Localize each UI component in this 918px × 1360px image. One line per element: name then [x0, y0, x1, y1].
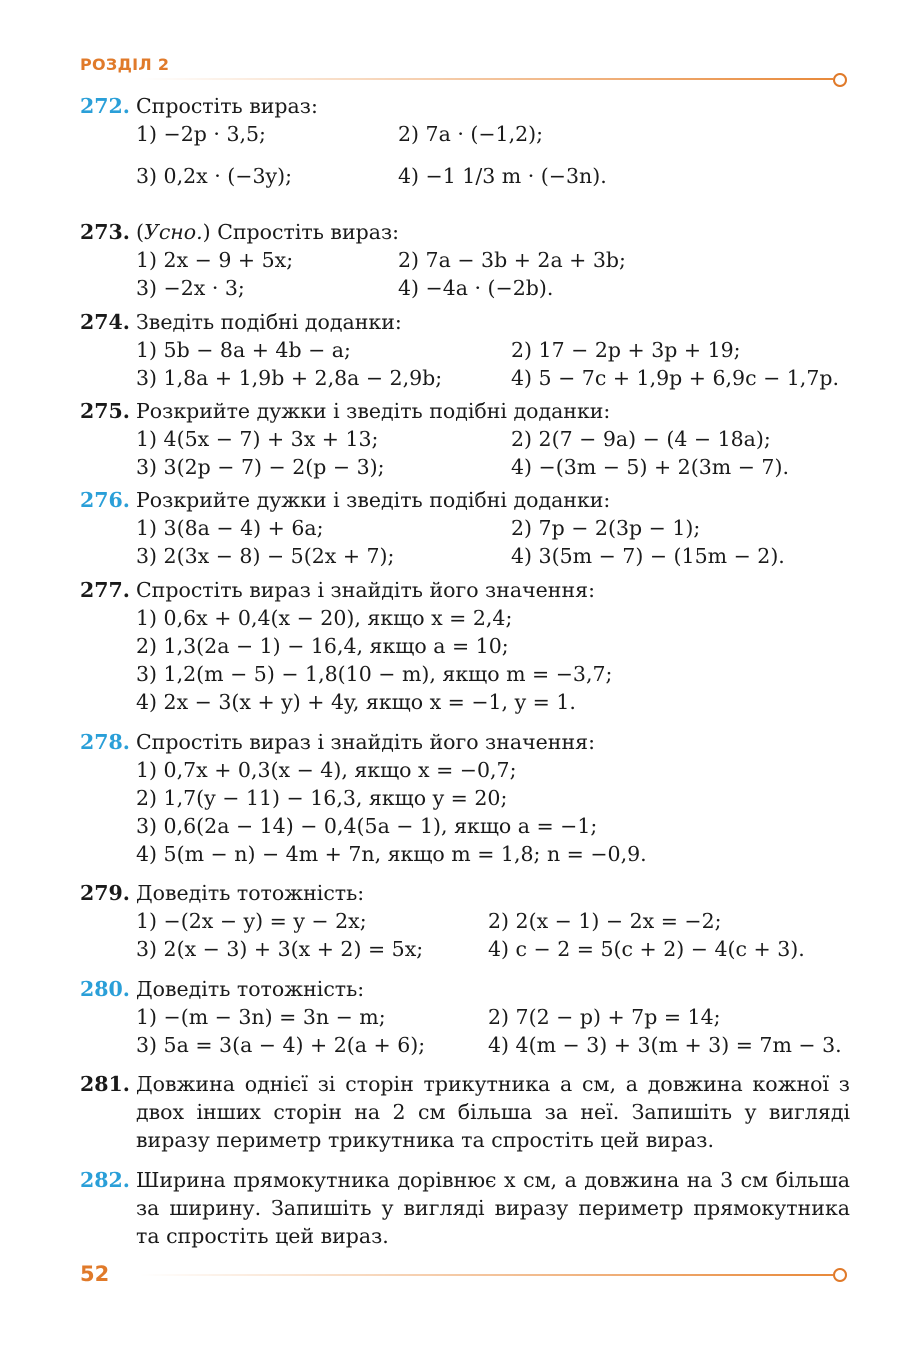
item: 3) 5a = 3(a − 4) + 2(a + 6);	[136, 1033, 426, 1057]
problem-279	[80, 879, 850, 963]
problem-stem: Спростіть вираз:	[136, 94, 318, 118]
problem-stem: Доведіть тотожність:	[136, 881, 365, 905]
item: 3) 3(2p − 7) − 2(p − 3);	[136, 455, 385, 479]
footer-rule	[140, 1274, 833, 1276]
problem-stem: Доведіть тотожність:	[136, 977, 365, 1001]
problem-stem: Спростіть вираз і знайдіть його значення:	[136, 578, 595, 602]
problem-number: 280.	[80, 977, 130, 1001]
item: 4) −4a · (−2b).	[398, 276, 554, 300]
item: 4) 4(m − 3) + 3(m + 3) = 7m − 3.	[488, 1033, 842, 1057]
item: 2) 7p − 2(3p − 1);	[511, 516, 701, 540]
item: 2) 2(7 − 9a) − (4 − 18a);	[511, 427, 771, 451]
problem-number: 272.	[80, 94, 130, 118]
problem-number: 281.	[80, 1072, 130, 1096]
item: 1) −(m − 3n) = 3n − m;	[136, 1005, 386, 1029]
item: 3) −2x · 3;	[136, 276, 245, 300]
problem-281	[80, 1070, 850, 1154]
problem-272	[80, 92, 850, 210]
item: 4) −1 1/3 m · (−3n).	[398, 164, 607, 188]
item: 2) 7a · (−1,2);	[398, 122, 544, 146]
item: 2) 17 − 2p + 3p + 19;	[511, 338, 741, 362]
item: 2) 1,7(y − 11) − 16,3, якщо y = 20;	[136, 786, 508, 810]
item: 1) 0,7x + 0,3(x − 4), якщо x = −0,7;	[136, 758, 517, 782]
problem-stem: Зведіть подібні доданки:	[136, 310, 402, 334]
item: 3) 0,2x · (−3y);	[136, 164, 292, 188]
problem-280	[80, 975, 850, 1059]
item: 1) 3(8a − 4) + 6a;	[136, 516, 324, 540]
item: 1) 0,6x + 0,4(x − 20), якщо x = 2,4;	[136, 606, 513, 630]
item: 3) 1,2(m − 5) − 1,8(10 − m), якщо m = −3,7;	[136, 662, 613, 686]
item: 2) 7(2 − p) + 7p = 14;	[488, 1005, 721, 1029]
problem-stem: Розкрийте дужки і зведіть подібні доданки:	[136, 399, 611, 423]
header-rule	[140, 78, 833, 80]
problem-number: 278.	[80, 730, 130, 754]
item: 1) −2p · 3,5;	[136, 122, 266, 146]
item: 1) 5b − 8a + 4b − a;	[136, 338, 351, 362]
problem-text: Довжина однієї зі сторін трикутника a см, а довжина кожної з двох інших сторін на 2 см більша за неї. Запишіть у вигляді виразу периметр трикутника та спростіть цей вираз.	[136, 1072, 850, 1152]
item: 3) 2(x − 3) + 3(x + 2) = 5x;	[136, 937, 424, 961]
problem-stem: Розкрийте дужки і зведіть подібні доданки:	[136, 488, 611, 512]
item: 2) 1,3(2a − 1) − 16,4, якщо a = 10;	[136, 634, 509, 658]
item: 4) 5(m − n) − 4m + 7n, якщо m = 1,8; n = −0,9.	[136, 842, 647, 866]
header-rule-end-circle	[833, 73, 847, 87]
problem-276	[80, 486, 850, 570]
problem-stem: Спростіть вираз і знайдіть його значення:	[136, 730, 595, 754]
item: 1) 4(5x − 7) + 3x + 13;	[136, 427, 379, 451]
footer-rule-end-circle	[833, 1268, 847, 1282]
oral-label: Усно.	[144, 220, 203, 244]
problem-number: 273.	[80, 220, 130, 244]
item: 3) 0,6(2a − 14) − 0,4(5a − 1), якщо a = −1;	[136, 814, 598, 838]
problem-274	[80, 308, 850, 392]
problem-number: 274.	[80, 310, 130, 334]
problem-282	[80, 1166, 850, 1250]
page-number: 52	[80, 1262, 110, 1286]
item: 2) 7a − 3b + 2a + 3b;	[398, 248, 626, 272]
item: 3) 1,8a + 1,9b + 2,8a − 2,9b;	[136, 366, 443, 390]
problem-275	[80, 397, 850, 481]
item: 4) 2x − 3(x + y) + 4y, якщо x = −1, y = 1.	[136, 690, 576, 714]
item: 4) c − 2 = 5(c + 2) − 4(c + 3).	[488, 937, 805, 961]
item: 3) 2(3x − 8) − 5(2x + 7);	[136, 544, 395, 568]
item: 4) 5 − 7c + 1,9p + 6,9c − 1,7p.	[511, 366, 840, 390]
item: 1) 2x − 9 + 5x;	[136, 248, 294, 272]
item: 1) −(2x − y) = y − 2x;	[136, 909, 367, 933]
problem-number: 277.	[80, 578, 130, 602]
problem-277	[80, 576, 850, 716]
item: 4) 3(5m − 7) − (15m − 2).	[511, 544, 785, 568]
problem-278	[80, 728, 850, 868]
item: 4) −(3m − 5) + 2(3m − 7).	[511, 455, 789, 479]
problem-text: Ширина прямокутника дорівнює x см, а довжина на 3 см більша за ширину. Запишіть у вигляді виразу периметр прямокутника та спростіть цей вираз.	[136, 1168, 850, 1248]
section-header: РОЗДІЛ 2	[80, 55, 170, 74]
problem-273: 273. (Усно.) Спростіть вираз: 1) 2x − 9 + 5x; 2) 7a − 3b + 2a + 3b; 3) −2x · 3; 4) −4a · (−2b).	[80, 220, 626, 300]
problem-number: 279.	[80, 881, 130, 905]
problem-number: 282.	[80, 1168, 130, 1192]
problem-stem: Спростіть вираз:	[217, 220, 400, 244]
item: 2) 2(x − 1) − 2x = −2;	[488, 909, 722, 933]
problem-number: 276.	[80, 488, 130, 512]
problem-number: 275.	[80, 399, 130, 423]
